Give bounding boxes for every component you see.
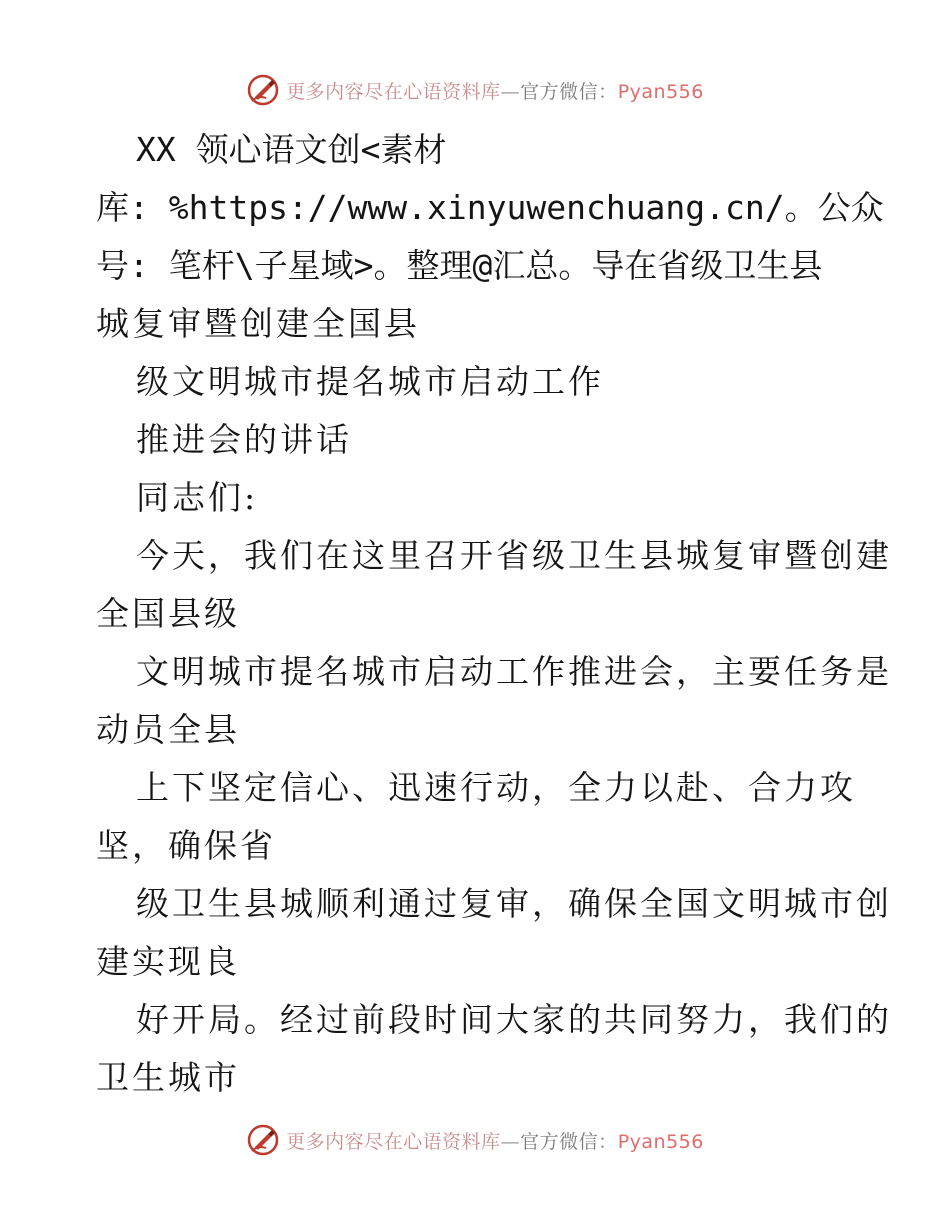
watermark-prefix: 更多内容尽在心语资料库 bbox=[286, 80, 501, 103]
text-line: XX 领心语文创<素材 bbox=[136, 130, 447, 169]
watermark-content bbox=[246, 73, 704, 107]
watermark-dash: — bbox=[500, 1130, 521, 1153]
pen-logo-icon bbox=[246, 1123, 280, 1157]
watermark-text bbox=[286, 77, 704, 104]
watermark-prefix: 更多内容尽在心语资料库 bbox=[286, 1130, 501, 1153]
text-line: 文明城市提名城市启动工作推进会，主要任务是 bbox=[136, 652, 892, 691]
text-line: 建实现良 bbox=[96, 942, 240, 981]
text-line: 库: %https://www.xinyuwenchuang.cn/。公众 bbox=[96, 188, 884, 227]
watermark-banner-top bbox=[0, 70, 950, 110]
pen-logo-icon bbox=[246, 73, 280, 107]
text-line: 今天，我们在这里召开省级卫生县城复审暨创建 bbox=[136, 536, 892, 575]
watermark-wechat-label: 官方微信： bbox=[520, 80, 618, 103]
text-line: 推进会的讲话 bbox=[136, 420, 352, 459]
watermark-banner-bottom bbox=[0, 1120, 950, 1160]
watermark-wechat-id: Pyan556 bbox=[617, 1130, 704, 1153]
text-line: 级卫生县城顺利通过复审，确保全国文明城市创 bbox=[136, 884, 892, 923]
text-line: 号: 笔杆\子星域>。整理@汇总。导在省级卫生县 bbox=[96, 246, 823, 285]
text-line: 级文明城市提名城市启动工作 bbox=[136, 362, 604, 401]
text-line: 卫生城市 bbox=[96, 1058, 240, 1097]
watermark-wechat-id: Pyan556 bbox=[617, 80, 704, 103]
text-line: 全国县级 bbox=[96, 594, 240, 633]
watermark-content bbox=[246, 1123, 704, 1157]
watermark-text bbox=[286, 1127, 704, 1154]
text-line: 同志们: bbox=[136, 478, 259, 517]
text-line: 上下坚定信心、迅速行动，全力以赴、合力攻 bbox=[136, 768, 856, 807]
watermark-wechat-label: 官方微信： bbox=[520, 1130, 618, 1153]
text-line: 好开局。经过前段时间大家的共同努力，我们的 bbox=[136, 1000, 892, 1039]
watermark-dash: — bbox=[500, 80, 521, 103]
text-line: 坚，确保省 bbox=[96, 826, 276, 865]
text-line: 城复审暨创建全国县 bbox=[96, 304, 420, 343]
text-line: 动员全县 bbox=[96, 710, 240, 749]
